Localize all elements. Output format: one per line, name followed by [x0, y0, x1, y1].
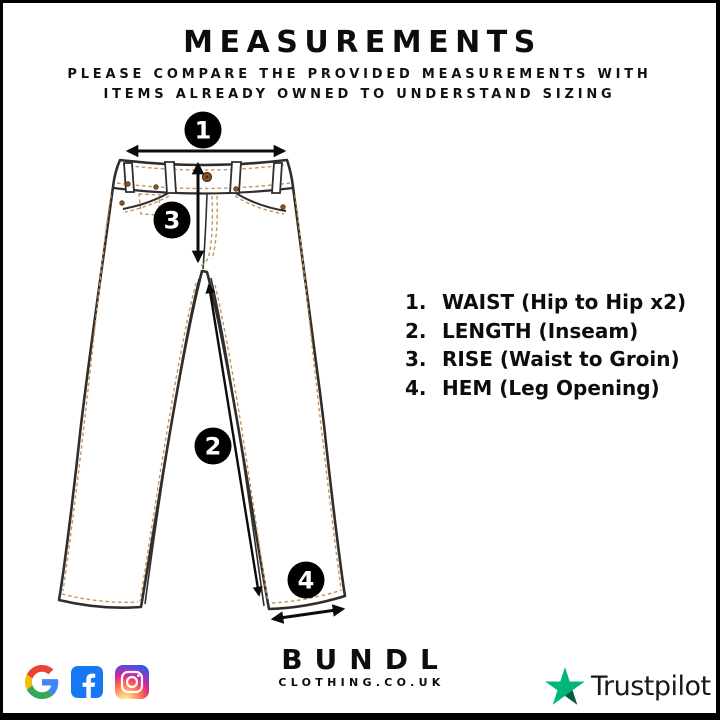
marker-number-2: 2: [204, 432, 222, 461]
legend-number: 2.: [405, 318, 427, 343]
legend-label: LENGTH (Inseam): [442, 318, 639, 343]
marker-number-4: 4: [297, 566, 315, 595]
brand-logo: [269, 644, 450, 690]
social-icons: [25, 665, 149, 699]
marker-number-1: 1: [194, 116, 212, 145]
trustpilot-label: Trustpilot: [591, 670, 711, 702]
measurement-legend: [405, 288, 705, 402]
legend-item-length: [405, 317, 705, 346]
marker-number-3: 3: [163, 206, 181, 235]
jeans-button-center: [206, 176, 209, 179]
page-title: MEASUREMENTS: [183, 25, 542, 60]
legend-item-hem: [405, 374, 705, 403]
page-subtitle: [3, 65, 716, 105]
jeans-diagram: [43, 103, 373, 638]
subtitle-line-1: PLEASE COMPARE THE PROVIDED MEASUREMENTS WITH: [67, 67, 652, 82]
legend-number: 3.: [405, 347, 427, 372]
jeans-outline: [59, 160, 345, 609]
legend-number: 4.: [405, 375, 427, 400]
instagram-icon: [115, 665, 149, 699]
brand-name: BUNDL: [281, 643, 450, 676]
legend-item-rise: [405, 345, 705, 374]
legend-number: 1.: [405, 290, 427, 314]
legend-label: WAIST (Hip to Hip x2): [442, 290, 687, 314]
brand-domain: CLOTHING.CO.UK: [278, 676, 445, 689]
hem-arrow: [273, 609, 343, 619]
legend-label: HEM (Leg Opening): [442, 375, 660, 400]
trustpilot-star-icon: [545, 667, 585, 705]
subtitle-line-2: ITEMS ALREADY OWNED TO UNDERSTAND SIZING: [103, 87, 616, 102]
trustpilot-logo: [545, 667, 711, 705]
facebook-icon: [71, 666, 103, 698]
google-icon: [25, 665, 59, 699]
legend-item-waist: [405, 288, 705, 317]
legend-label: RISE (Waist to Groin): [442, 347, 680, 372]
